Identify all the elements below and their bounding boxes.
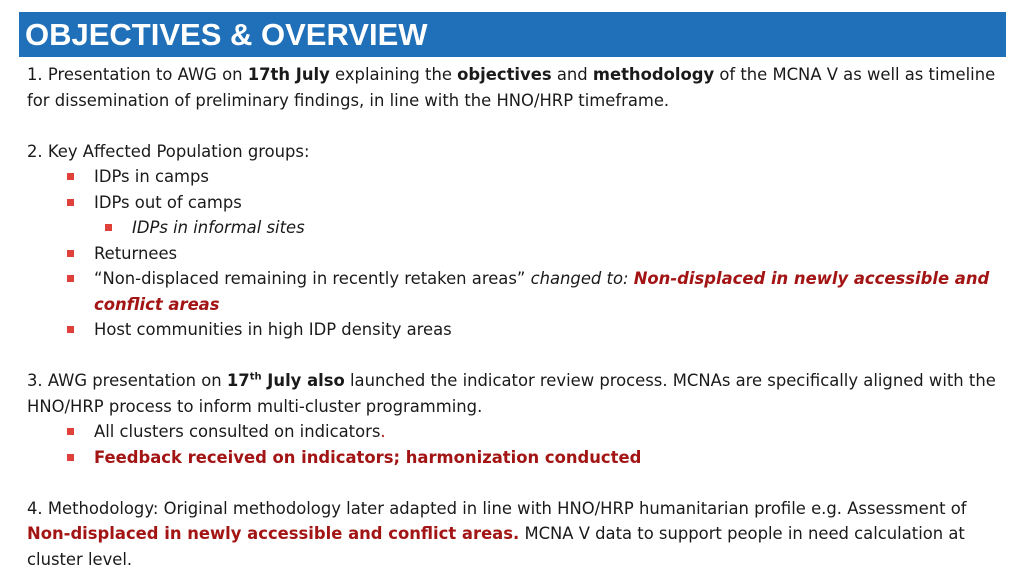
spacer [27,113,1012,139]
s3-prefix: 3. AWG presentation on [27,371,227,390]
bullet-text: IDPs in camps [94,167,209,186]
bullet-dot: . [380,422,386,441]
s3-rest: launched the indicator review process. MCNAs are specifically aligned with the HNO/HRP process to inform multi-cluster programming. [27,371,996,416]
bullet-square-icon [67,428,74,435]
s1-mid: explaining the [329,65,458,84]
s1-methodology: methodology [592,65,715,84]
bullet-returnees [27,241,1012,267]
s1-prefix: 1. Presentation to AWG on [27,65,248,84]
s3-sup: th [249,371,262,383]
slide-title: OBJECTIVES & OVERVIEW [25,17,428,52]
slide-body [27,62,1012,572]
bullet-square-icon [67,454,74,461]
section-3 [27,368,1012,419]
s1-rest: of the MCNA V as well as timeline for dissemination of preliminary findings, in line with the HNO/HRP timeframe. [27,65,996,110]
s3-day: 17 [226,371,250,390]
bullet-square-icon [67,173,74,180]
bullet-text: All clusters consulted on indicators [94,422,381,441]
spacer [27,470,1012,496]
bullet-square-icon [67,275,74,282]
s1-and: and [551,65,593,84]
bullet-clusters-consulted [27,419,1012,445]
bullet-changed-label: changed to: [530,269,634,288]
bullet-feedback [27,445,1012,471]
bullet-square-icon [67,326,74,333]
bullet-non-displaced [27,266,1012,317]
bullet-text: Returnees [94,243,178,263]
s4-highlight: Non-displaced in newly accessible and conflict areas. [27,524,520,543]
section-2-heading: 2. Key Affected Population groups: [27,141,310,161]
section-1 [27,62,1012,113]
s1-objectives: objectives [457,65,552,84]
s3-month-also: July also [261,371,345,390]
bullet-idps-in-camps [27,164,1012,190]
bullet-host-communities [27,317,1012,343]
bullet-text: Feedback received on indicators; harmonization conducted [94,447,642,467]
section-4 [27,496,1012,573]
bullet-square-icon [67,250,74,257]
bullet-square-icon [105,224,112,231]
bullet-text: “Non-displaced remaining in recently retaken areas” [94,269,531,288]
bullet-text: Host communities in high IDP density areas [94,320,452,339]
bullet-text: IDPs out of camps [94,192,242,212]
bullet-text: IDPs in informal sites [132,218,305,237]
spacer [27,343,1012,369]
bullet-new-name: Non-displaced in newly accessible and conflict areas [94,269,990,314]
s1-date: 17th July [247,65,330,84]
bullet-idps-out-of-camps [27,190,1012,216]
bullet-square-icon [67,199,74,206]
sub-bullet-informal-sites [27,215,1012,241]
s4-text: 4. Methodology: Original methodology later adapted in line with HNO/HRP humanitarian profile e.g. Assessment of [27,498,967,518]
s4-text-end: MCNA V data to support people in need calculation at cluster level. [27,524,965,569]
title-bar [19,12,1006,57]
